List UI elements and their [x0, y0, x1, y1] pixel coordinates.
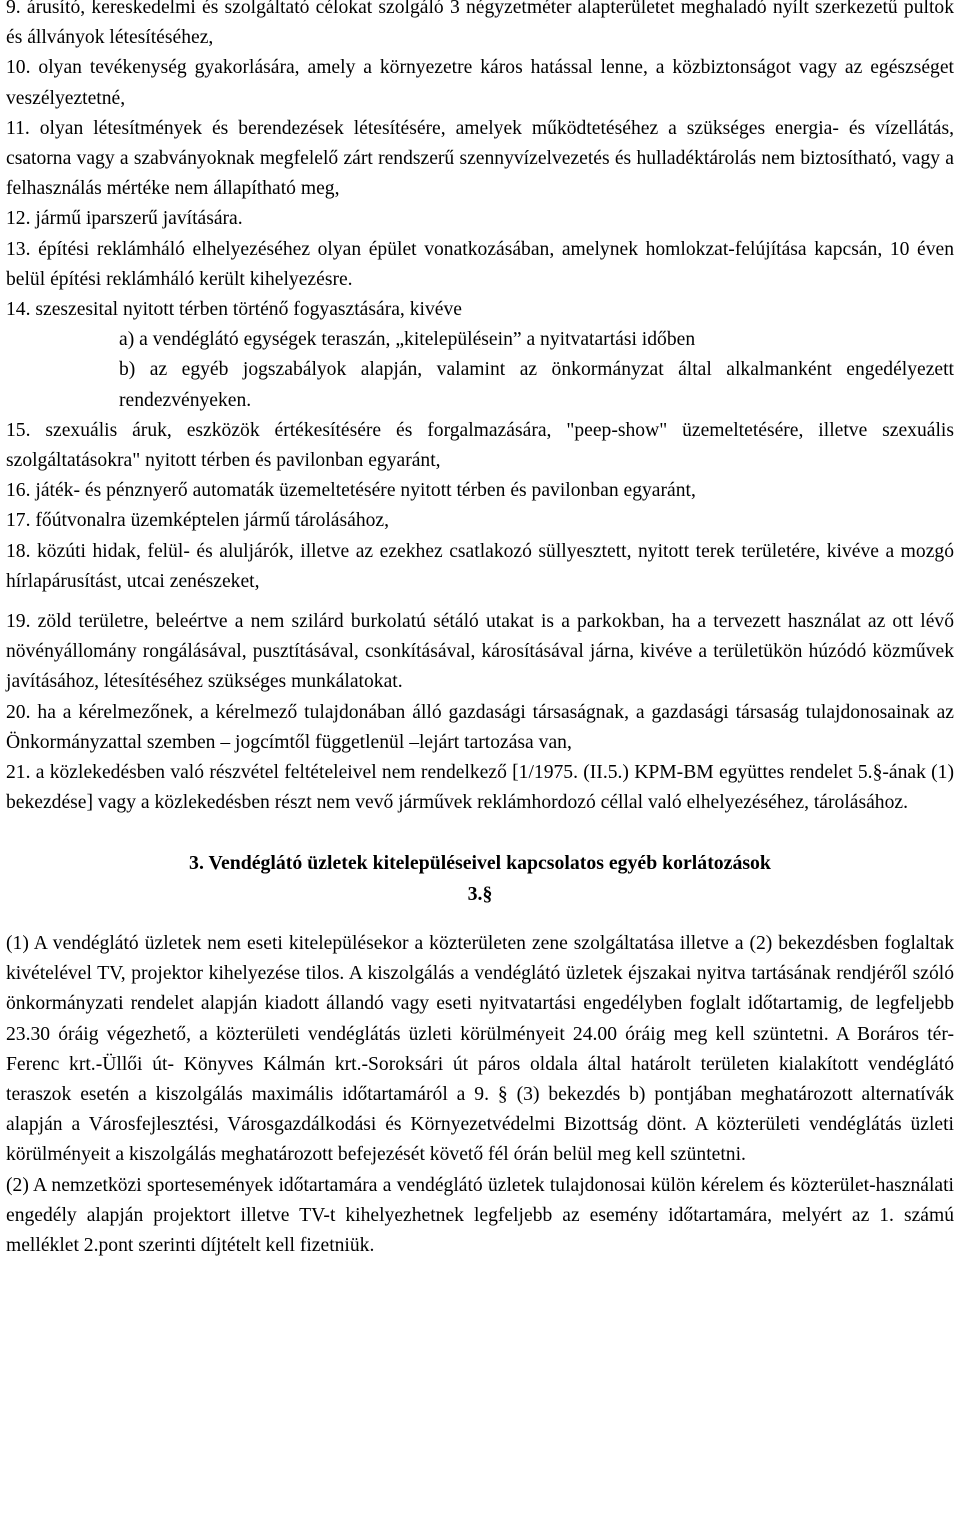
list-item: 18. közúti hidak, felül- és aluljárók, illetve az ezekhez csatlakozó süllyesztett, nyitott terek területére, kivéve a mozgó hírlapárusítást, utcai zenészeket, [6, 540, 954, 592]
list-item: 11. olyan létesítmények és berendezések létesítésére, amelyek működtetéséhez a szükséges energia- és vízellátás, csatorna vagy a szabványoknak megfelelő zárt rendszerű szennyvízelvezetés és hulladéktárolás nem biztosítható, vagy a felhasználás mértéke nem állapítható meg, [6, 117, 954, 200]
section-title: 3. Vendéglátó üzletek kitelepüléseivel kapcsolatos egyéb korlátozások [189, 852, 771, 875]
list-item: 16. játék- és pénznyerő automaták üzemeltetésére nyitott térben és pavilonban egyaránt, [6, 480, 696, 502]
list-item: 17. főútvonalra üzemképtelen jármű tárolásához, [6, 510, 390, 532]
sub-item-a: a) a vendéglátó egységek teraszán, „kitelepülésein” a nyitvatartási időben [119, 329, 696, 351]
section-paragraph-1: (1) A vendéglátó üzletek nem eseti kitelepülésekor a közterületen zene szolgáltatása illetve a (2) bekezdésben foglaltak kivételével TV, projektor kihelyezése tilos. A kiszolgálás a vendéglátó üzletek éjszakai nyitva tartásának rendjéről szóló önkormányzati rendelet alapján kiadott állandó vagy eseti nyitvatartási engedélyben foglalt időtartamig, de legfeljebb 23.30 óráig végezhető, a közterületi vendéglátás üzleti körülményeit 24.00 óráig meg kell szüntetni. A Boráros tér-Ferenc krt.-Üllői út- Könyves Kálmán krt.-Soroksári út páros oldala által határolt területen kialakított vendéglátó teraszok esetén a kiszolgálás maximális időtartamáról a 9. § (3) bekezdés b) pontjában meghatározott alternatívák alapján a Városfejlesztési, Városgazdálkodási és Környezetvédelmi Bizottság dönt. A közterületi vendéglátás üzleti körülményeit a kiszolgálás meghatározott befejezését követő fél órán belül meg kell szüntetni. [6, 932, 954, 1166]
sub-item-b: b) az egyéb jogszabályok alapján, valamint az önkormányzat által alkalmanként engedélyezett rendezvényeken. [119, 359, 954, 411]
list-item: 9. árusító, kereskedelmi és szolgáltató célokat szolgáló 3 négyzetméter alapterületet meghaladó nyílt szerkezetű pultok és állványok létesítéséhez, [6, 0, 954, 49]
paragraph-sign: 3.§ [467, 882, 493, 905]
list-item: 14. szeszesital nyitott térben történő fogyasztására, kivéve [6, 299, 462, 321]
list-item: 20. ha a kérelmezőnek, a kérelmező tulajdonában álló gazdasági társaságnak, a gazdasági társaság tulajdonosainak az Önkormányzattal szemben – jogcímtől függetlenül –lejárt tartozása van, [6, 701, 954, 753]
list-item: 12. jármű iparszerű javítására. [6, 208, 243, 230]
list-item: 21. a közlekedésben való részvétel feltételeivel nem rendelkező [1/1975. (II.5.) KPM-BM együttes rendelet 5.§-ának (1) bekezdése] vagy a közlekedésben részt nem vevő járművek reklámhordozó céllal való elhelyezéséhez, tárolásához. [6, 762, 954, 814]
list-item: 10. olyan tevékenység gyakorlására, amely a környezetre káros hatással lenne, a közbiztonságot vagy az egészséget veszélyeztetné, [6, 57, 954, 109]
list-item: 13. építési reklámháló elhelyezéséhez olyan épület vonatkozásában, amelynek homlokzat-felújítása kapcsán, 10 éven belül építési reklámháló került kihelyezésre. [6, 238, 954, 290]
section-paragraph-2: (2) A nemzetközi sportesemények időtartamára a vendéglátó üzletek tulajdonosai külön kérelem és közterület-használati engedély alapján projektort illetve TV-t kihelyezhetnek legfeljebb az esemény időtartamára, melyért az 1. számú melléklet 2.pont szerinti díjtételt kell fizetniük. [6, 1174, 954, 1256]
list-item: 19. zöld területre, beleértve a nem szilárd burkolatú sétáló utakat is a parkokban, ha a tervezett használat az ott lévő növényállomány rongálásával, pusztításával, csonkításával, károsításával járna, kivéve a területükön húzódó közművek javításához, létesítéséhez szükséges munkálatokat. [6, 611, 954, 693]
list-item: 15. szexuális áruk, eszközök értékesítésére és forgalmazására, "peep-show" üzemeltetésére, illetve szexuális szolgáltatásokra" nyitott térben és pavilonban egyaránt, [6, 419, 954, 472]
